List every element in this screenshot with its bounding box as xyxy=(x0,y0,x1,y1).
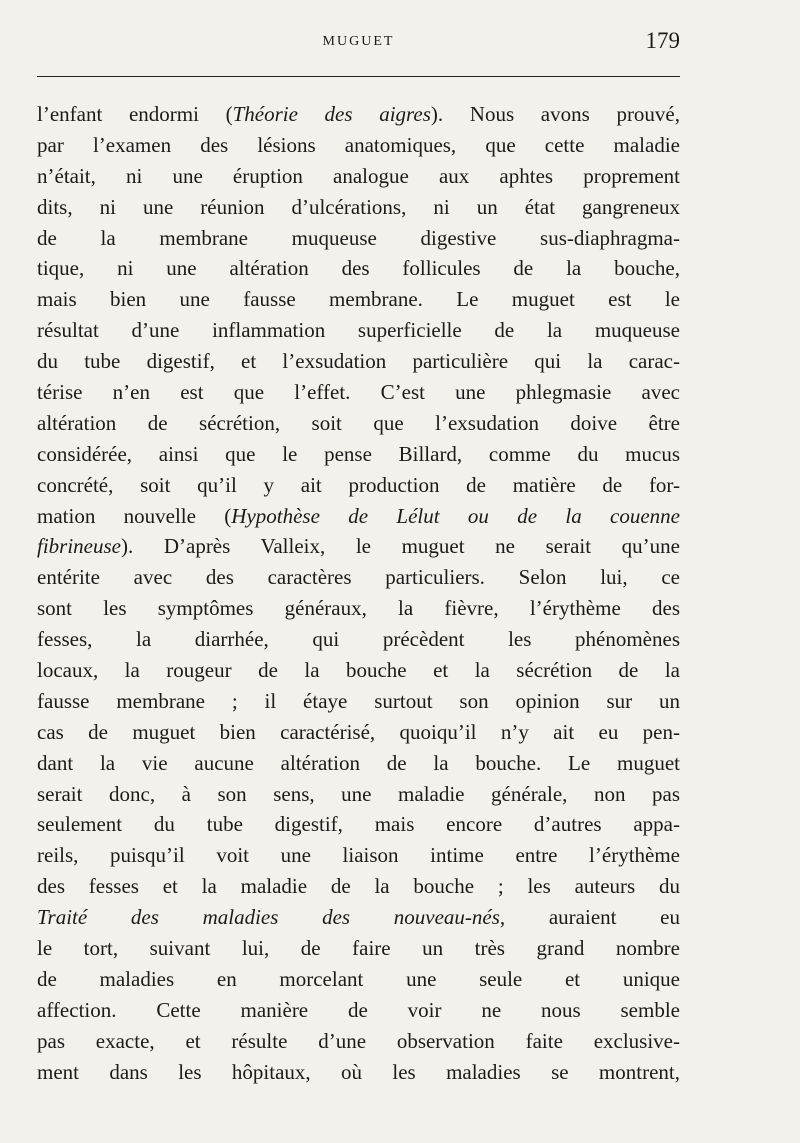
text-line xyxy=(37,470,680,501)
text-line xyxy=(37,655,680,686)
text-line xyxy=(37,593,680,624)
text-span: affection. Cette manière de voir ne nous semble xyxy=(37,997,680,1022)
text-span: considérée, ainsi que le pense Billard, comme du mucus xyxy=(37,441,680,466)
text-span: ment dans les hôpitaux, où les maladies se montrent, xyxy=(37,1059,680,1084)
text-line xyxy=(37,871,680,902)
text-span: mation nouvelle ( xyxy=(37,503,232,528)
text-line xyxy=(37,933,680,964)
italic-span: Théorie des aigres xyxy=(232,102,431,126)
text-span: de maladies en morcelant une seule et unique xyxy=(37,966,680,991)
text-line xyxy=(37,439,680,470)
text-line xyxy=(37,717,680,748)
text-line xyxy=(37,284,680,315)
header-rule xyxy=(37,76,680,77)
page-number: 179 xyxy=(645,28,680,53)
text-span: dant la vie aucune altération de la bouche. Le muguet xyxy=(37,750,680,775)
text-line xyxy=(37,779,680,810)
italic-span: Traité des maladies des nouveau-nés xyxy=(37,905,500,930)
text-line xyxy=(37,501,680,532)
text-span: n’était, ni une éruption analogue aux aphtes proprement xyxy=(37,163,680,188)
text-span: sont les symptômes généraux, la fièvre, l’érythème des xyxy=(37,596,680,621)
text-span: cas de muguet bien caractérisé, quoiqu’il n’y ait eu pen- xyxy=(37,719,680,744)
text-span: pas exacte, et résulte d’une observation faite exclusive- xyxy=(37,1028,680,1053)
text-line xyxy=(37,192,680,223)
text-span: serait donc, à son sens, une maladie générale, non pas xyxy=(37,781,680,806)
text-line xyxy=(37,253,680,284)
text-line xyxy=(37,408,680,439)
body-text xyxy=(37,99,680,1088)
text-line xyxy=(37,964,680,995)
text-span: ). Nous avons prouvé, xyxy=(430,102,681,126)
text-span: du tube digestif, et l’exsudation particulière qui la carac- xyxy=(37,349,680,374)
text-line xyxy=(37,686,680,717)
text-span: seulement du tube digestif, mais encore d’autres appa- xyxy=(37,812,680,837)
text-line xyxy=(37,1057,680,1088)
text-line xyxy=(37,99,680,130)
text-span: des fesses et la maladie de la bouche ; les auteurs du xyxy=(37,874,680,899)
text-span: locaux, la rougeur de la bouche et la sécrétion de la xyxy=(37,658,680,683)
text-line xyxy=(37,840,680,871)
text-line xyxy=(37,748,680,779)
text-span: de la membrane muqueuse digestive sus-diaphragma- xyxy=(37,225,680,250)
text-line xyxy=(37,902,680,933)
text-line xyxy=(37,531,680,562)
text-line xyxy=(37,315,680,346)
text-span: ). D’après Valleix, le muguet ne serait qu’une xyxy=(121,534,680,559)
text-span: le tort, suivant lui, de faire un très grand nombre xyxy=(37,936,680,961)
text-span: fausse membrane ; il étaye surtout son opinion sur un xyxy=(37,688,680,713)
text-line xyxy=(37,1026,680,1057)
text-span: l’enfant endormi ( xyxy=(37,102,233,126)
text-span: tique, ni une altération des follicules de la bouche, xyxy=(37,256,680,281)
italic-span: fibrineuse xyxy=(37,534,121,559)
text-span: , auraient eu xyxy=(499,905,680,930)
text-line xyxy=(37,562,680,593)
italic-span: Hypothèse de Lélut ou de la couenne xyxy=(231,503,680,528)
running-title: MUGUET xyxy=(322,34,395,49)
page-header xyxy=(37,28,680,60)
text-line xyxy=(37,223,680,254)
text-span: dits, ni une réunion d’ulcérations, ni un état gangreneux xyxy=(37,194,680,219)
text-line xyxy=(37,161,680,192)
text-span: entérite avec des caractères particuliers. Selon lui, ce xyxy=(37,565,680,590)
text-line xyxy=(37,130,680,161)
text-span: mais bien une fausse membrane. Le muguet est le xyxy=(37,287,680,312)
text-span: résultat d’une inflammation superficielle de la muqueuse xyxy=(37,318,680,343)
text-line xyxy=(37,995,680,1026)
text-line xyxy=(37,346,680,377)
text-span: altération de sécrétion, soit que l’exsudation doive être xyxy=(37,410,680,435)
text-line xyxy=(37,624,680,655)
text-span: concrété, soit qu’il y ait production de matière de for- xyxy=(37,472,680,497)
text-line xyxy=(37,377,680,408)
text-span: par l’examen des lésions anatomiques, que cette maladie xyxy=(37,132,680,157)
text-span: térise n’en est que l’effet. C’est une phlegmasie avec xyxy=(37,380,680,405)
text-span: fesses, la diarrhée, qui précèdent les phénomènes xyxy=(37,627,680,652)
text-span: reils, puisqu’il voit une liaison intime entre l’érythème xyxy=(37,843,680,868)
text-line xyxy=(37,809,680,840)
